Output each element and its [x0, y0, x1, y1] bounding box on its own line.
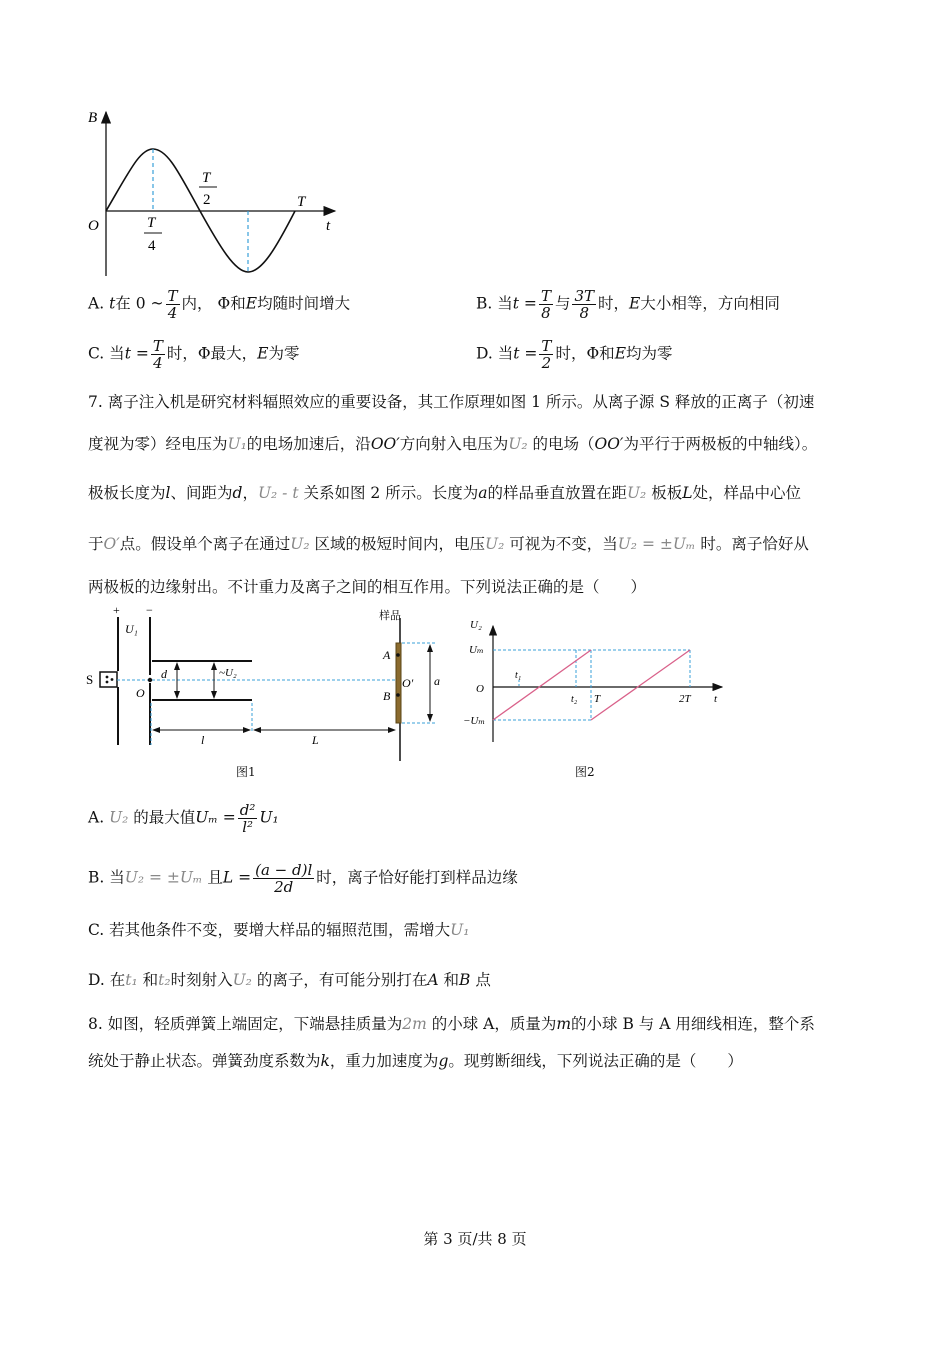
- neg-um-label: −Uₘ: [463, 715, 486, 727]
- graph-origin: O: [88, 218, 99, 234]
- minus-sign: −: [146, 603, 153, 617]
- graph-x-label: t: [326, 218, 331, 234]
- figure-2: [460, 612, 730, 752]
- a-label: a: [434, 674, 440, 688]
- um-label: Uₘ: [469, 644, 484, 656]
- q7-line-1: 7. 离子注入机是研究材料辐照效应的重要设备，其工作原理如图 1 所示。从离子源 S 释放的正离子（初速: [88, 393, 815, 411]
- u2-axis-label: U₂: [470, 619, 482, 631]
- graph-y-label: B: [88, 110, 98, 126]
- q7-line-4: 于O′点。假设单个离子在通过U₂ 区域的极短时间内，电压U₂ 可视为不变，当U₂ = ±Uₘ 时。离子恰好从: [88, 535, 809, 553]
- sawtooth-2: [591, 650, 690, 720]
- t1-label: t₁: [515, 670, 522, 681]
- b-t-graph: [80, 100, 350, 285]
- point-o-prime: O′: [402, 676, 414, 690]
- q6-option-c[interactable]: C. 当t = $\frac{T}{4}$ 时，Φ最大，E为零: [88, 337, 300, 372]
- u2-source-label: ~U₂: [219, 667, 237, 679]
- figure-2-caption: 图2: [575, 765, 595, 779]
- q7-line-2: 度视为零）经电压为U₁的电场加速后，沿OO′方向射入电压为U₂ 的电场（OO′为平行于两极板的中轴线）。: [88, 435, 818, 453]
- q7-option-d[interactable]: D. 在t₁ 和t₂时刻射入U₂ 的离子，有可能分别打在A 和B 点: [88, 971, 491, 989]
- q7-line-3: 极板长度为l、间距为d，U₂ - t 关系如图 2 所示。长度为a的样品垂直放置在距U₂ 板板L处，样品中心位: [88, 484, 802, 502]
- q7-option-a[interactable]: A. U₂ 的最大值Uₘ = $\frac{\text{d²}}{\text{l²}}$ U₁: [88, 801, 279, 836]
- figure-1: [85, 603, 455, 778]
- page-footer: 第 3 页/共 8 页: [423, 1230, 527, 1248]
- source-box: [100, 672, 117, 687]
- figure-1-caption: 图1: [236, 765, 256, 779]
- plus-sign: +: [113, 603, 120, 617]
- q7-option-b[interactable]: B. 当U₂ = ±Uₘ 且L = $\frac{(a - d)l}{2d}$ 时，离子恰好能打到样品边缘: [88, 861, 518, 896]
- tick-full: T: [297, 194, 306, 210]
- point-a: A: [383, 648, 391, 662]
- point-b: B: [383, 689, 391, 703]
- T-label: T: [594, 693, 601, 705]
- t-axis-label: t: [714, 693, 718, 705]
- q8-line-1: 8. 如图，轻质弹簧上端固定，下端悬挂质量为2m 的小球 A，质量为m的小球 B 与 A 用细线相连，整个系: [88, 1015, 815, 1033]
- l-label: l: [201, 733, 205, 747]
- q7-option-c[interactable]: C. 若其他条件不变，要增大样品的辐照范围，需增大U₁: [88, 921, 470, 939]
- q7-line-5: 两极板的边缘射出。不计重力及离子之间的相互作用。下列说法正确的是（ ）: [88, 578, 647, 596]
- u1-label: U₁: [125, 622, 138, 636]
- origin-label: O: [476, 683, 484, 695]
- q6-option-d[interactable]: D. 当t = $\frac{T}{2}$ 时，Φ和E均为零: [476, 337, 673, 372]
- tick-quarter-num: T: [147, 215, 156, 231]
- q8-line-2: 统处于静止状态。弹簧劲度系数为k，重力加速度为g。现剪断细线，下列说法正确的是（ ）: [88, 1052, 743, 1070]
- tick-half-den: 2: [203, 192, 211, 208]
- sample-label: 样品: [379, 610, 401, 622]
- q6-option-a[interactable]: A. t在 0 ~ $\frac{T}{4}$ 内， Φ和E均随时间增大: [88, 287, 351, 322]
- two-T-label: 2T: [679, 693, 691, 705]
- ion-gap-cover: [115, 671, 123, 687]
- tick-half-num: T: [202, 170, 211, 186]
- t2-label: t₂: [571, 694, 578, 705]
- big-l-label: L: [312, 733, 319, 747]
- d-label: d: [161, 667, 167, 681]
- tick-quarter-den: 4: [148, 238, 156, 254]
- origin-o: O: [136, 686, 145, 700]
- q6-option-b[interactable]: B. 当t = $\frac{T}{8}$ 与 $\frac{3T}{8}$ 时，E大小相等，方向相同: [476, 287, 780, 322]
- source-s: S: [86, 672, 94, 687]
